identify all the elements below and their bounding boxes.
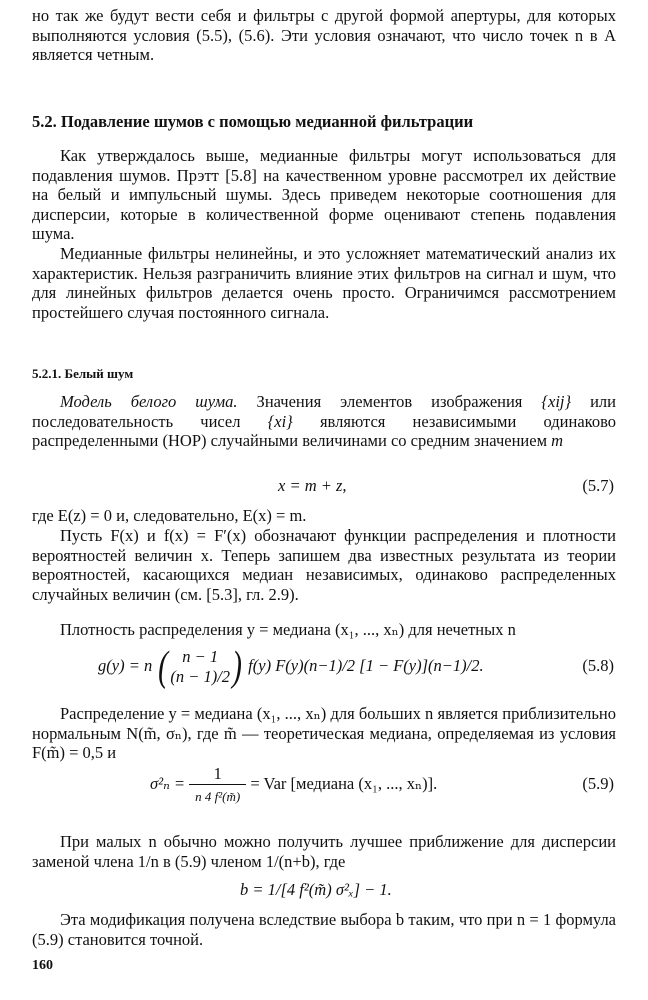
paragraph-small-n: При малых n обычно можно получить лучшее приближение для дисперсии заменой члена 1/n в (5.9) членом 1/(n+b), где xyxy=(32,832,616,871)
eq58-binomial xyxy=(156,646,244,688)
eq59-fraction xyxy=(189,764,246,806)
eq58-binom-top: n − 1 xyxy=(182,647,219,666)
model-text-3: являются независимыми одинаково распределенными (НОР) случайными величинами со средним значением xyxy=(32,411,616,451)
model-text-2: или последовательность чисел xyxy=(32,392,616,431)
model-m: m xyxy=(551,431,564,451)
eq58-binom-bottom: (n − 1)/2 xyxy=(170,667,231,686)
model-text-1: Значения элементов изображения xyxy=(237,392,542,411)
set-xij: {xij} xyxy=(541,392,572,411)
eq59-denominator: n 4 f²(m̃) xyxy=(189,784,246,807)
after-5-7-text: где E(z) = 0 и, следовательно, E(x) = m. xyxy=(32,506,307,525)
paragraph-density: Плотность распределения y = медиана (x₁, ..., xₙ) для нечетных n xyxy=(60,620,516,639)
eq58-right-paren: ) xyxy=(232,644,242,690)
eq58-left-paren: ( xyxy=(158,644,169,690)
eq58-binom-stack xyxy=(170,647,230,687)
white-noise-model-paragraph xyxy=(32,392,616,451)
page-number: 160 xyxy=(32,958,53,973)
section-paragraph-2: Медианные фильтры нелинейны, и это усложняет математический анализ их характеристик. Нельзя разграничить влияние этих фильтров на сигнал и шум, что для линейных фильтров делается очень просто. Ограничимся рассмотрением простейшего случая постоянного сигнала. xyxy=(32,244,616,322)
equation-5-9 xyxy=(150,764,437,806)
equation-5-8-number: (5.8) xyxy=(582,656,614,675)
model-term: Модель белого шума. xyxy=(60,392,238,411)
set-xi: {xi} xyxy=(267,411,293,431)
top-paragraph: но так же будут вести себя и фильтры с другой формой апертуры, для которых выполняются условия (5.5), (5.6). Эти условия означают, что число точек n в A является четным. xyxy=(32,6,616,65)
equation-5-9-number: (5.9) xyxy=(582,774,614,793)
subsection-heading: 5.2.1. Белый шум xyxy=(32,366,134,381)
equation-5-8 xyxy=(98,646,484,688)
eq58-rhs: f(y) F(y)(n−1)/2 [1 − F(y)](n−1)/2. xyxy=(248,655,484,675)
eq59-rhs: = Var [медиана (x₁, ..., xₙ)]. xyxy=(250,773,438,793)
eq58-lhs: g(y) = n xyxy=(98,655,153,675)
section-paragraph-1: Как утверждалось выше, медианные фильтры могут использоваться для подавления шумов. Прэтт [5.8] на качественном уровне рассмотрел их действие на белый и импульсный шумы. Здесь приведем некоторые соотношения для дисперсии, которые в количественной форме оценивают степень подавления шума. xyxy=(32,146,616,244)
paragraph-final: Эта модификация получена вследствие выбора b таким, что при n = 1 формула (5.9) становится точной. xyxy=(32,910,616,949)
paragraph-pusty: Пусть F(x) и f(x) = F′(x) обозначают функции распределения и плотности вероятностей величин x. Теперь запишем два известных результата из теории вероятностей, касающихся медиан независимых, одинаково распределенных случайных величин (см. [5.3], гл. 2.9). xyxy=(32,526,616,604)
equation-5-7-number: (5.7) xyxy=(582,476,614,495)
eq59-numerator: 1 xyxy=(213,764,222,783)
paragraph-distribution: Распределение y = медиана (x₁, ..., xₙ) для больших n является приблизительно нормальным N(m̃, σₙ), где m̃ — теоретическая медиана, определяемая из условия F(m̃) = 0,5 и xyxy=(32,704,616,763)
equation-5-7: x = m + z, xyxy=(278,476,347,495)
equation-b: b = 1/[4 f²(m̃) σ²ₓ] − 1. xyxy=(240,880,392,899)
section-heading: 5.2. Подавление шумов с помощью медианной фильтрации xyxy=(32,112,474,131)
eq59-lhs: σ²ₙ = xyxy=(150,773,186,793)
